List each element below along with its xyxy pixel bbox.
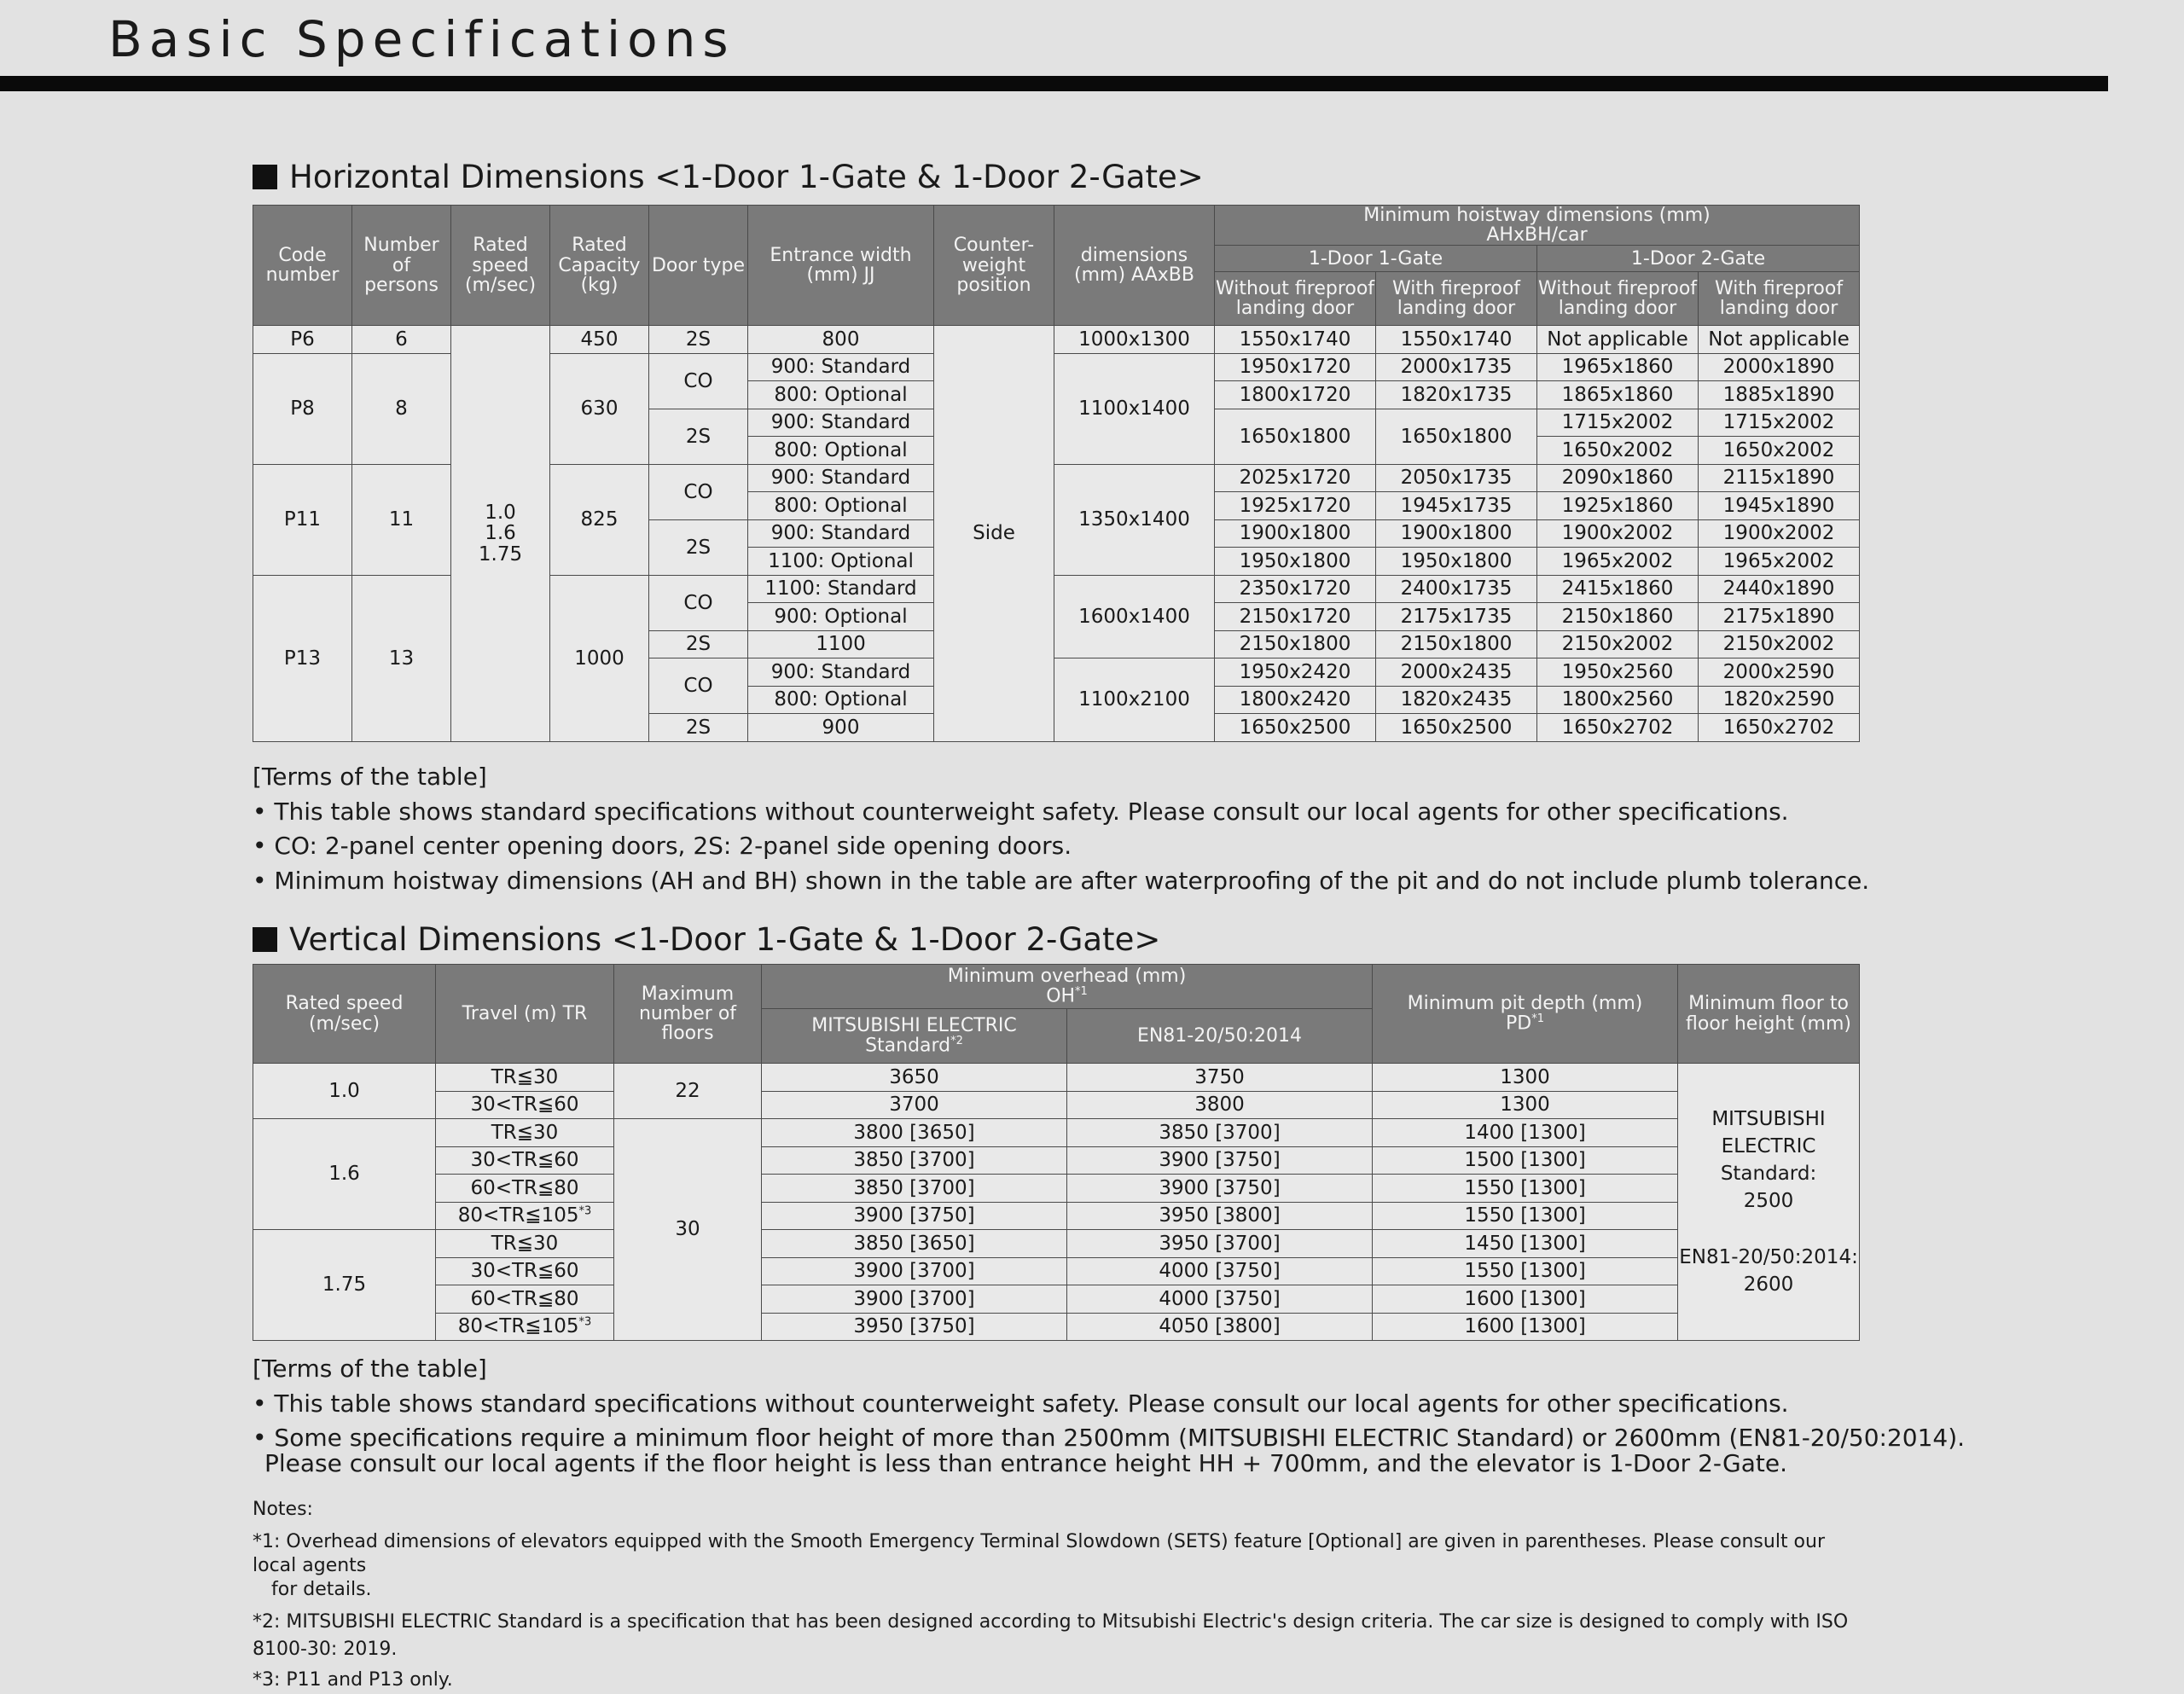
hoistway-cell: 2415x1860 [1537,575,1699,603]
table-row [253,1175,1860,1203]
header-travel: Travel (m) TR [436,965,614,1064]
code-cell: P11 [253,464,352,575]
hoistway-cell: 1945x1735 [1376,492,1537,520]
hoistway-cell: 1650x2002 [1699,437,1860,465]
header-1-door-2-gate: 1-Door 2-Gate [1537,246,1860,272]
entrance-cell: 800 [748,326,934,354]
hoistway-cell: 1800x1720 [1215,381,1376,409]
car-dims-cell: 1000x1300 [1054,326,1215,354]
hoistway-cell: 1950x1800 [1376,548,1537,576]
travel-cell: TR≦30 [436,1119,614,1147]
overhead-cell: 3800 [1067,1091,1373,1119]
horizontal-heading [253,159,1204,195]
floor-height-cell [1678,1064,1860,1341]
table-row [253,1202,1860,1230]
travel-cell: $80<TR≦105^{*3}$ [436,1202,614,1230]
travel-cell: 30<TR≦60 [436,1091,614,1119]
title-rule [0,76,2108,91]
header-hoistway [1215,206,1860,246]
hoistway-cell: 1650x2500 [1376,714,1537,742]
overhead-cell: 3900 [3700] [762,1285,1067,1314]
entrance-cell: 900: Standard [748,519,934,548]
header-overhead-title: Minimum overhead (mm) [947,966,1187,988]
table-row [253,1091,1860,1119]
overhead-cell: 3850 [3700] [762,1175,1067,1203]
floor-height-line: 2500 [1743,1190,1794,1212]
hoistway-cell: 1900x2002 [1537,519,1699,548]
code-cell: P8 [253,353,352,464]
counterweight-cell: Side [934,326,1054,742]
pit-cell: 1450 [1300] [1373,1230,1678,1258]
terms-line: • Minimum hoistway dimensions (AH and BH) shown in the table are after waterproofing of the pit and do not include plumb tolerance. [253,866,1870,895]
table-row [253,1146,1860,1175]
entrance-cell: 800: Optional [748,381,934,409]
table-row [253,326,1860,354]
hoistway-cell: 1885x1890 [1699,381,1860,409]
header-without-fireproof-1: Without fireproof landing door [1215,272,1376,326]
header-with-fireproof-1: With fireproof landing door [1376,272,1537,326]
hoistway-cell: 1650x2002 [1537,437,1699,465]
floors-cell: 22 [614,1064,762,1119]
floors-cell: 30 [614,1119,762,1341]
capacity-cell: 1000 [550,575,649,741]
hoistway-cell: 1550x1740 [1376,326,1537,354]
hoistway-cell: 1820x1735 [1376,381,1537,409]
overhead-cell: 4000 [3750] [1067,1257,1373,1285]
car-dims-cell: 1350x1400 [1054,464,1215,575]
travel-cell: TR≦30 [436,1230,614,1258]
entrance-cell: 1100: Standard [748,575,934,603]
header-with-fireproof-2: With fireproof landing door [1699,272,1860,326]
entrance-cell: 900: Standard [748,409,934,437]
pit-cell: 1600 [1300] [1373,1313,1678,1341]
floor-height-line: EN81-20/50:2014: [1679,1246,1858,1268]
entrance-cell: 1100 [748,630,934,658]
door-type-cell: 2S [649,630,748,658]
capacity-cell: 450 [550,326,649,354]
pit-cell: 1550 [1300] [1373,1202,1678,1230]
vertical-terms [253,1352,1966,1477]
overhead-cell: 3650 [762,1064,1067,1092]
header-hoistway-sub: AHxBH/car [1486,224,1588,247]
hoistway-cell: 2050x1735 [1376,464,1537,492]
code-cell: P13 [253,575,352,741]
hoistway-cell: 1950x2560 [1537,658,1699,687]
hoistway-cell: 1900x2002 [1699,519,1860,548]
overhead-cell: 3900 [3700] [762,1257,1067,1285]
vertical-heading-text: Vertical Dimensions <1-Door 1-Gate & 1-Door 2-Gate> [289,921,1161,958]
hoistway-cell: 2000x1735 [1376,353,1537,381]
hoistway-cell: 1650x2500 [1215,714,1376,742]
horizontal-terms [253,760,1959,898]
header-without-fireproof-2: Without fireproof landing door [1537,272,1699,326]
speed-cell: 1.75 [253,1230,436,1341]
pit-cell: 1550 [1300] [1373,1257,1678,1285]
hoistway-cell: 2150x1720 [1215,603,1376,631]
overhead-cell: 3950 [3750] [762,1313,1067,1341]
capacity-cell: 825 [550,464,649,575]
terms-title: [Terms of the table] [253,763,487,791]
car-dims-cell: 1100x2100 [1054,658,1215,742]
hoistway-cell: 2150x2002 [1699,630,1860,658]
hoistway-cell: 1820x2590 [1699,686,1860,714]
overhead-cell: 3850 [3700] [1067,1119,1373,1147]
overhead-cell: 3900 [3750] [1067,1175,1373,1203]
hoistway-cell: Not applicable [1699,326,1860,354]
header-persons: Number of persons [352,206,451,326]
speed-cell: 1.6 [253,1119,436,1230]
square-bullet-icon [253,927,277,952]
hoistway-cell: 2440x1890 [1699,575,1860,603]
hoistway-cell: 1965x2002 [1537,548,1699,576]
floor-height-line: ELECTRIC Standard: [1720,1135,1817,1185]
hoistway-cell: 1965x2002 [1699,548,1860,576]
car-dims-cell: 1600x1400 [1054,575,1215,658]
hoistway-cell: 2175x1890 [1699,603,1860,631]
table-row [253,1313,1860,1341]
overhead-cell: 4050 [3800] [1067,1313,1373,1341]
hoistway-cell: 2175x1735 [1376,603,1537,631]
door-type-cell: CO [649,575,748,630]
hoistway-cell: 2000x1890 [1699,353,1860,381]
hoistway-cell: 1650x2702 [1699,714,1860,742]
header-entrance: Entrance width (mm) JJ [748,206,934,326]
hoistway-cell: 1715x2002 [1699,409,1860,437]
hoistway-cell: 1900x1800 [1215,519,1376,548]
entrance-cell: 800: Optional [748,492,934,520]
code-cell: P6 [253,326,352,354]
hoistway-cell: 2150x1860 [1537,603,1699,631]
overhead-cell: 3900 [3750] [762,1202,1067,1230]
hoistway-cell: 2150x1800 [1215,630,1376,658]
notes-title: Notes: [253,1499,313,1520]
pit-cell: 1300 [1373,1091,1678,1119]
travel-cell: TR≦30 [436,1064,614,1092]
overhead-cell: 3850 [3700] [762,1146,1067,1175]
overhead-cell: 3900 [3750] [1067,1146,1373,1175]
hoistway-cell: 2025x1720 [1215,464,1376,492]
notes [253,1496,1873,1694]
hoistway-cell: 1950x1800 [1215,548,1376,576]
hoistway-cell: 2000x2590 [1699,658,1860,687]
note-item: *2: MITSUBISHI ELECTRIC Standard is a specification that has been designed according to Mitsubishi Electric's design criteria. The car size is designed to comply with ISO 8100-30: 2019. [253,1611,1849,1660]
travel-cell: 30<TR≦60 [436,1257,614,1285]
hoistway-cell: 1900x1800 [1376,519,1537,548]
note-item: *1: Overhead dimensions of elevators equipped with the Smooth Emergency Terminal Slowdown (SETS) feature [Optional] are given in parentheses. Please consult our local agents [253,1531,1826,1576]
travel-cell: 60<TR≦80 [436,1175,614,1203]
header-floor-height: Minimum floor to floor height (mm) [1678,965,1860,1064]
table-row [253,1285,1860,1314]
header-door-type: Door type [649,206,748,326]
table-row [253,1119,1860,1147]
header-1-door-1-gate: 1-Door 1-Gate [1215,246,1537,272]
horizontal-dimensions-table [253,205,1860,742]
persons-cell: 13 [352,575,451,741]
travel-cell: $80<TR≦105^{*3}$ [436,1313,614,1341]
overhead-cell: 3750 [1067,1064,1373,1092]
terms-title: [Terms of the table] [253,1355,487,1383]
floor-height-line: 2600 [1743,1273,1794,1296]
page-title: Basic Specifications [108,10,735,68]
header-hoistway-title: Minimum hoistway dimensions (mm) [1363,205,1711,226]
pit-cell: 1300 [1373,1064,1678,1092]
hoistway-cell: 1865x1860 [1537,381,1699,409]
pit-cell: 1500 [1300] [1373,1146,1678,1175]
hoistway-cell: 1950x1720 [1215,353,1376,381]
floor-height-line: MITSUBISHI [1711,1108,1826,1130]
overhead-cell: 3850 [3650] [762,1230,1067,1258]
overhead-cell: 3950 [3800] [1067,1202,1373,1230]
speed-cell: 1.0 1.6 1.75 [451,326,550,742]
header-en81: EN81-20/50:2014 [1067,1009,1373,1064]
travel-cell: 30<TR≦60 [436,1146,614,1175]
header-pit-title: Minimum pit depth (mm) [1407,993,1643,1015]
square-bullet-icon [253,165,277,189]
persons-cell: 8 [352,353,451,464]
entrance-cell: 900 [748,714,934,742]
header-rated-speed: Rated speed (m/sec) [253,965,436,1064]
hoistway-cell: 2400x1735 [1376,575,1537,603]
hoistway-cell: 2115x1890 [1699,464,1860,492]
door-type-cell: 2S [649,326,748,354]
header-pit-sub: PD$^{*1}$ [1506,1012,1545,1035]
overhead-cell: 3800 [3650] [762,1119,1067,1147]
hoistway-cell: 1650x2702 [1537,714,1699,742]
header-capacity: Rated Capacity (kg) [550,206,649,326]
door-type-cell: 2S [649,714,748,742]
hoistway-cell: 2150x1800 [1376,630,1537,658]
header-overhead [762,965,1373,1009]
pit-cell: 1400 [1300] [1373,1119,1678,1147]
hoistway-cell: 1965x1860 [1537,353,1699,381]
hoistway-cell: Not applicable [1537,326,1699,354]
terms-line: • CO: 2-panel center opening doors, 2S: 2-panel side opening doors. [253,832,1072,860]
speed-cell: 1.0 [253,1064,436,1119]
entrance-cell: 800: Optional [748,686,934,714]
note-item: *3: P11 and P13 only. [253,1669,453,1691]
hoistway-cell: 1925x1860 [1537,492,1699,520]
door-type-cell: CO [649,464,748,519]
hoistway-cell: 1650x1800 [1376,409,1537,464]
header-counterweight: Counter-weight position [934,206,1054,326]
overhead-cell: 4000 [3750] [1067,1285,1373,1314]
hoistway-cell: 1550x1740 [1215,326,1376,354]
entrance-cell: 1100: Optional [748,548,934,576]
terms-line: • This table shows standard specifications without counterweight safety. Please consult our local agents for other specifications. [253,1389,1789,1418]
hoistway-cell: 2090x1860 [1537,464,1699,492]
entrance-cell: 900: Standard [748,353,934,381]
header-car-dims: dimensions (mm) AAxBB [1054,206,1215,326]
header-max-floors: Maximum number of floors [614,965,762,1064]
header-overhead-sub: OH$^{*1}$ [1046,985,1088,1007]
persons-cell: 6 [352,326,451,354]
hoistway-cell: 2000x2435 [1376,658,1537,687]
table-row [253,1230,1860,1258]
hoistway-cell: 1800x2560 [1537,686,1699,714]
horizontal-heading-text: Horizontal Dimensions <1-Door 1-Gate & 1-Door 2-Gate> [289,159,1204,195]
note-item-continued: for details. [271,1579,372,1600]
table-row [253,1064,1860,1092]
pit-cell: 1550 [1300] [1373,1175,1678,1203]
pit-cell: 1600 [1300] [1373,1285,1678,1314]
entrance-cell: 900: Optional [748,603,934,631]
hoistway-cell: 1950x2420 [1215,658,1376,687]
table-row [253,1257,1860,1285]
door-type-cell: CO [649,353,748,409]
entrance-cell: 900: Standard [748,464,934,492]
header-code: Code number [253,206,352,326]
door-type-cell: 2S [649,409,748,464]
header-speed: Rated speed (m/sec) [451,206,550,326]
entrance-cell: 800: Optional [748,437,934,465]
terms-line: Please consult our local agents if the floor height is less than entrance height HH + 700mm, and the elevator is 1-Door 2-Gate. [264,1448,1787,1477]
vertical-dimensions-table [253,964,1860,1341]
hoistway-cell: 2350x1720 [1215,575,1376,603]
hoistway-cell: 1945x1890 [1699,492,1860,520]
capacity-cell: 630 [550,353,649,464]
header-me-standard: MITSUBISHI ELECTRIC Standard$^{*2}$ [762,1009,1067,1064]
persons-cell: 11 [352,464,451,575]
hoistway-cell: 1650x1800 [1215,409,1376,464]
overhead-cell: 3950 [3700] [1067,1230,1373,1258]
car-dims-cell: 1100x1400 [1054,353,1215,464]
terms-line: • This table shows standard specifications without counterweight safety. Please consult our local agents for other specifications. [253,797,1789,826]
terms-line: • Some specifications require a minimum floor height of more than 2500mm (MITSUBISHI ELECTRIC Standard) or 2600mm (EN81-20/50:2014). [253,1424,1966,1452]
door-type-cell: 2S [649,519,748,575]
hoistway-cell: 2150x2002 [1537,630,1699,658]
hoistway-cell: 1800x2420 [1215,686,1376,714]
door-type-cell: CO [649,658,748,714]
overhead-cell: 3700 [762,1091,1067,1119]
header-pit-depth [1373,965,1678,1064]
hoistway-cell: 1925x1720 [1215,492,1376,520]
travel-cell: 60<TR≦80 [436,1285,614,1314]
hoistway-cell: 1820x2435 [1376,686,1537,714]
entrance-cell: 900: Standard [748,658,934,687]
hoistway-cell: 1715x2002 [1537,409,1699,437]
vertical-heading [253,921,1160,958]
